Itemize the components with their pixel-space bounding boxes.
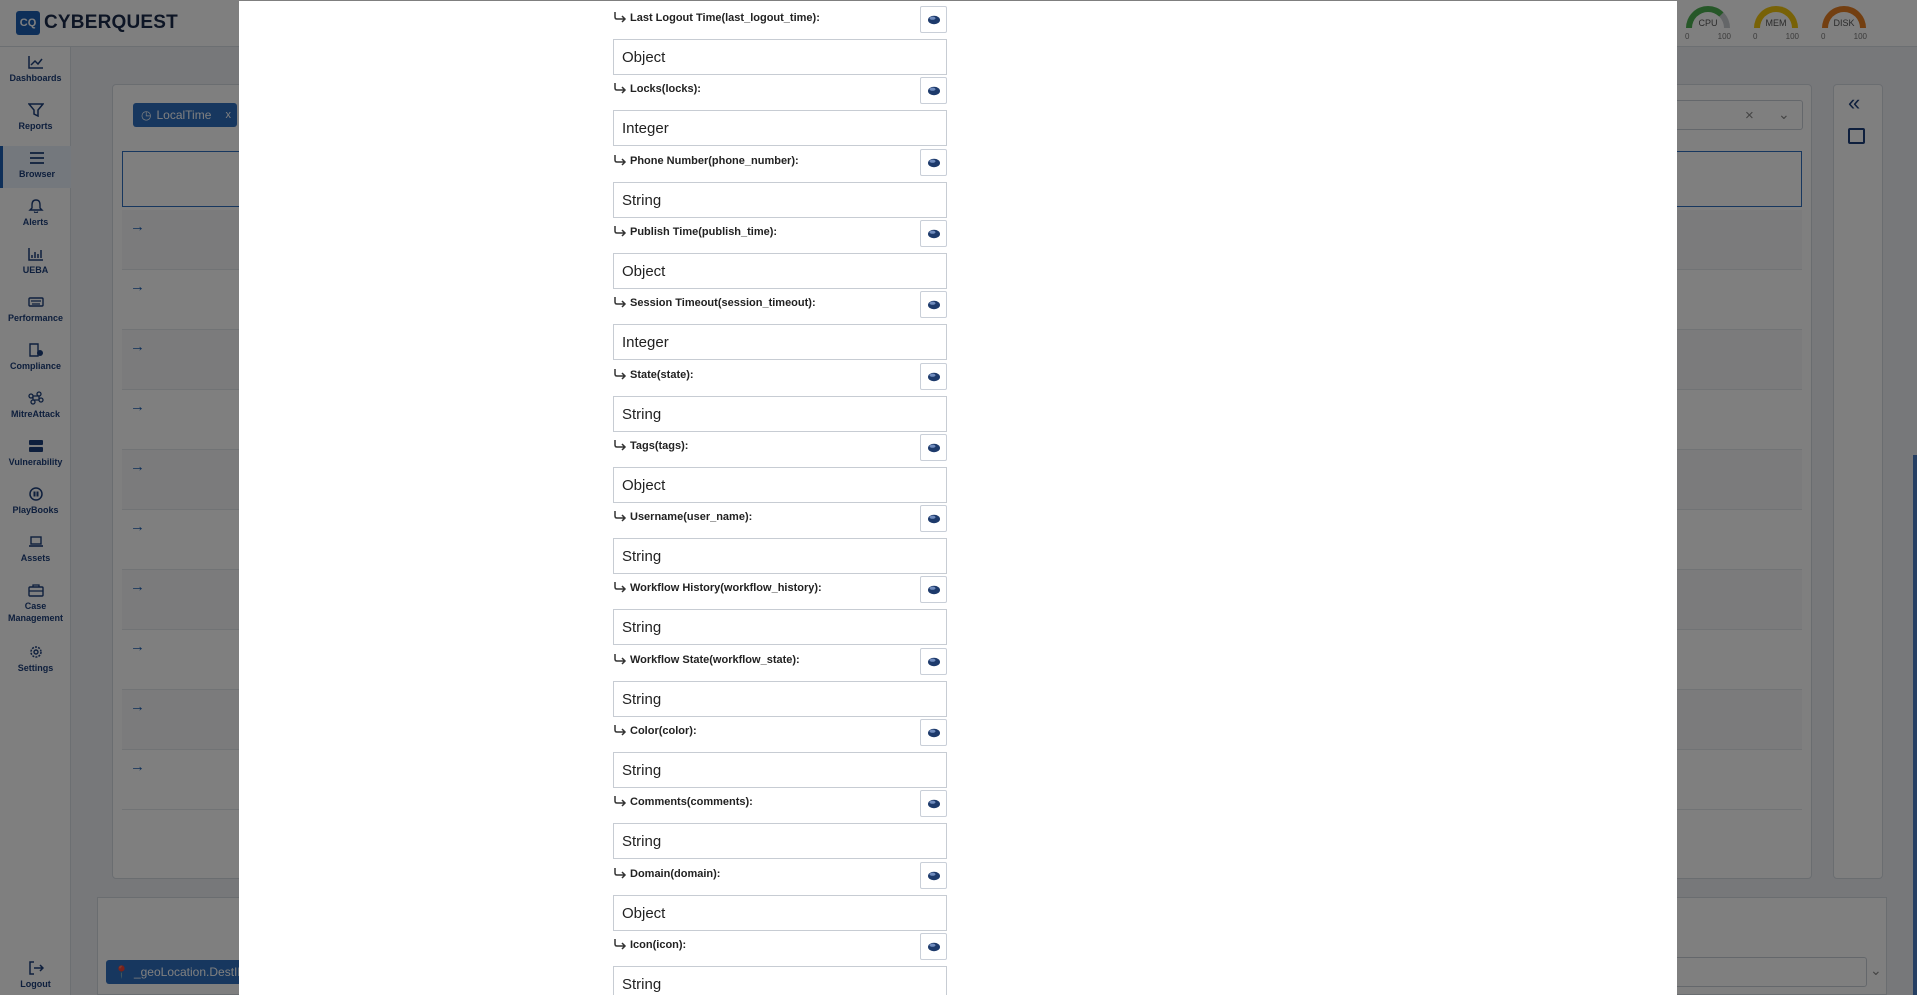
field-type-button[interactable] bbox=[920, 434, 947, 461]
mapping-arrow-icon bbox=[613, 439, 627, 451]
field-type-button[interactable] bbox=[920, 363, 947, 390]
field-type-input[interactable] bbox=[613, 253, 947, 289]
field-header bbox=[613, 719, 947, 747]
database-icon bbox=[927, 372, 941, 382]
field-type-input[interactable] bbox=[613, 823, 947, 859]
mapping-arrow-icon bbox=[613, 296, 627, 308]
field-header bbox=[613, 648, 947, 676]
field-type-input[interactable] bbox=[613, 895, 947, 931]
field-header bbox=[613, 576, 947, 604]
field-label: Comments(comments): bbox=[630, 796, 753, 808]
field-type-button[interactable] bbox=[920, 291, 947, 318]
mapping-arrow-icon bbox=[613, 510, 627, 522]
database-icon bbox=[927, 799, 941, 809]
field-type-input[interactable] bbox=[613, 110, 947, 146]
database-icon bbox=[927, 443, 941, 453]
mapping-arrow-icon bbox=[613, 867, 627, 879]
database-icon bbox=[927, 728, 941, 738]
field-header bbox=[613, 291, 947, 319]
field-type-input[interactable] bbox=[613, 467, 947, 503]
field-type-input[interactable] bbox=[613, 39, 947, 75]
database-icon bbox=[927, 229, 941, 239]
mapping-arrow-icon bbox=[613, 154, 627, 166]
field-type-button[interactable] bbox=[920, 862, 947, 889]
field-type-button[interactable] bbox=[920, 220, 947, 247]
mapping-arrow-icon bbox=[613, 795, 627, 807]
field-label: Publish Time(publish_time): bbox=[630, 226, 778, 238]
field-label: Phone Number(phone_number): bbox=[630, 155, 799, 167]
field-header bbox=[613, 149, 947, 177]
field-label: Domain(domain): bbox=[630, 868, 721, 880]
field-mapping-modal bbox=[239, 1, 1677, 995]
mapping-arrow-icon bbox=[613, 653, 627, 665]
mapping-arrow-icon bbox=[613, 724, 627, 736]
field-type-button[interactable] bbox=[920, 933, 947, 960]
field-type-input[interactable] bbox=[613, 324, 947, 360]
mapping-arrow-icon bbox=[613, 368, 627, 380]
field-type-input[interactable] bbox=[613, 681, 947, 717]
field-label: Tags(tags): bbox=[630, 440, 689, 452]
field-header bbox=[613, 790, 947, 818]
field-label: Locks(locks): bbox=[630, 83, 701, 95]
database-icon bbox=[927, 585, 941, 595]
field-header bbox=[613, 363, 947, 391]
field-type-button[interactable] bbox=[920, 6, 947, 33]
database-icon bbox=[927, 158, 941, 168]
field-header bbox=[613, 434, 947, 462]
field-type-button[interactable] bbox=[920, 505, 947, 532]
database-icon bbox=[927, 15, 941, 25]
field-label: Last Logout Time(last_logout_time): bbox=[630, 12, 820, 24]
field-type-button[interactable] bbox=[920, 790, 947, 817]
mapping-arrow-icon bbox=[613, 581, 627, 593]
database-icon bbox=[927, 942, 941, 952]
field-type-input[interactable] bbox=[613, 538, 947, 574]
field-label: Workflow State(workflow_state): bbox=[630, 654, 800, 666]
field-header bbox=[613, 220, 947, 248]
field-label: State(state): bbox=[630, 369, 694, 381]
field-header bbox=[613, 862, 947, 890]
field-header bbox=[613, 505, 947, 533]
field-header bbox=[613, 933, 947, 961]
field-type-input[interactable] bbox=[613, 396, 947, 432]
field-type-button[interactable] bbox=[920, 77, 947, 104]
database-icon bbox=[927, 86, 941, 96]
mapping-arrow-icon bbox=[613, 82, 627, 94]
field-label: Workflow History(workflow_history): bbox=[630, 582, 822, 594]
field-type-button[interactable] bbox=[920, 648, 947, 675]
field-label: Color(color): bbox=[630, 725, 697, 737]
mapping-arrow-icon bbox=[613, 938, 627, 950]
field-type-input[interactable] bbox=[613, 966, 947, 995]
database-icon bbox=[927, 657, 941, 667]
field-type-input[interactable] bbox=[613, 752, 947, 788]
field-label: Session Timeout(session_timeout): bbox=[630, 297, 816, 309]
field-type-button[interactable] bbox=[920, 149, 947, 176]
field-type-button[interactable] bbox=[920, 719, 947, 746]
field-header bbox=[613, 77, 947, 105]
field-header bbox=[613, 6, 947, 34]
database-icon bbox=[927, 300, 941, 310]
mapping-arrow-icon bbox=[613, 11, 627, 23]
mapping-arrow-icon bbox=[613, 225, 627, 237]
field-label: Username(user_name): bbox=[630, 511, 753, 523]
database-icon bbox=[927, 871, 941, 881]
field-type-input[interactable] bbox=[613, 609, 947, 645]
database-icon bbox=[927, 514, 941, 524]
field-type-input[interactable] bbox=[613, 182, 947, 218]
field-type-button[interactable] bbox=[920, 576, 947, 603]
field-label: Icon(icon): bbox=[630, 939, 687, 951]
